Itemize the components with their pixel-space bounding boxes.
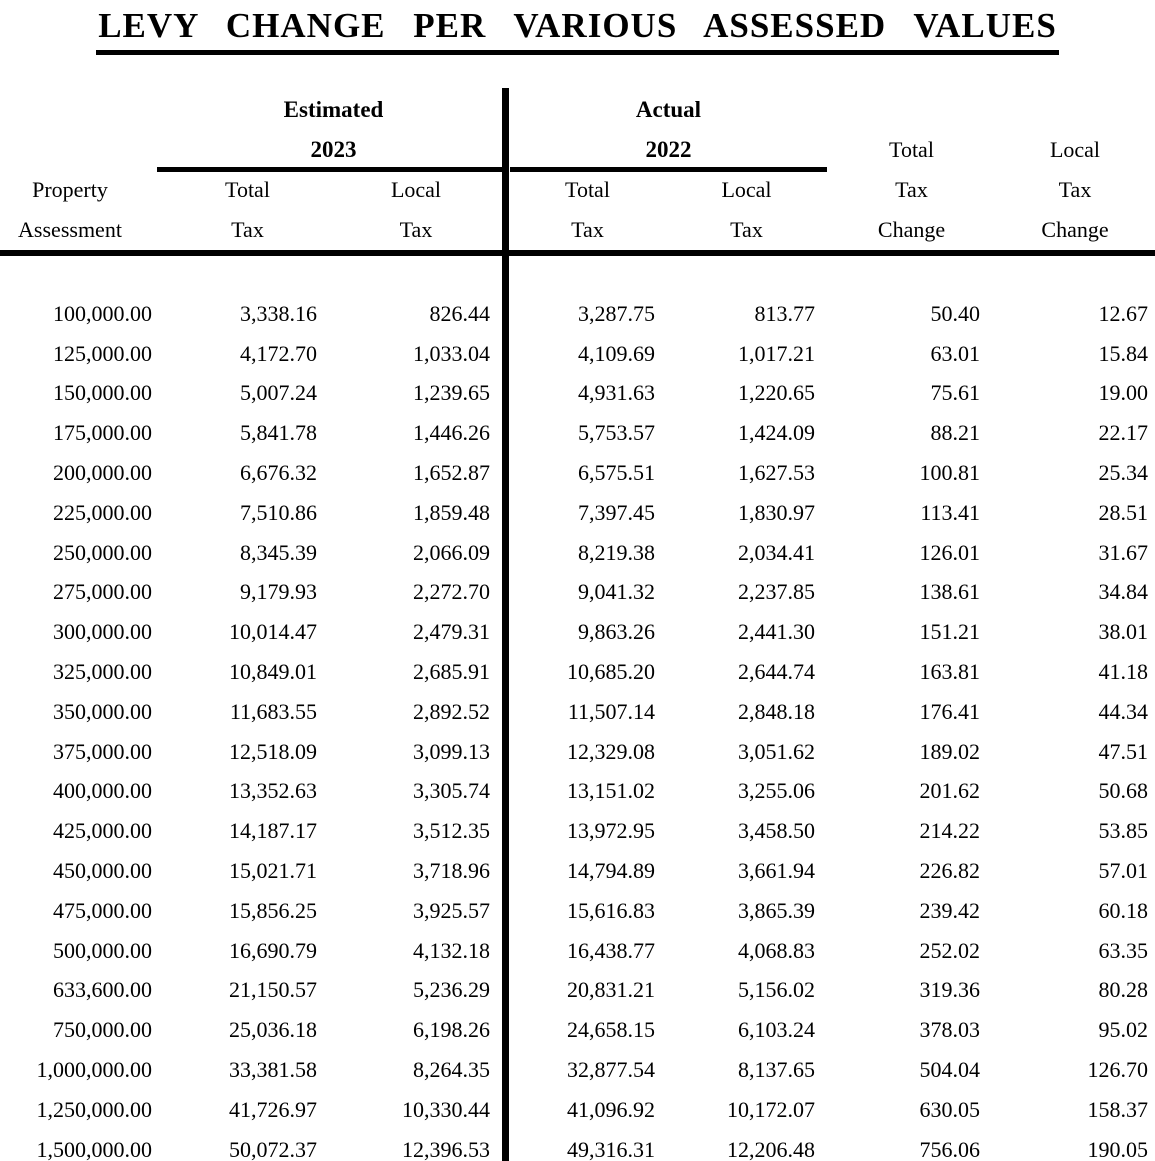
cell-total-tax-change: 151.21 — [919, 619, 980, 645]
cell-property-assessment: 275,000.00 — [53, 579, 152, 605]
cell-act-local-tax: 2,034.41 — [738, 539, 815, 565]
cell-act-local-tax: 2,644.74 — [738, 659, 815, 685]
cell-est-total-tax: 25,036.18 — [229, 1017, 317, 1043]
table-row — [0, 413, 1155, 453]
cell-property-assessment: 350,000.00 — [53, 698, 152, 724]
cell-local-tax-change: 47.51 — [1098, 738, 1148, 764]
cell-est-total-tax: 13,352.63 — [229, 778, 317, 804]
cell-total-tax-change: 226.82 — [919, 858, 980, 884]
cell-local-tax-change: 126.70 — [1087, 1057, 1148, 1083]
cell-est-total-tax: 10,849.01 — [229, 659, 317, 685]
table-body — [0, 256, 1155, 1161]
cell-act-total-tax: 8,219.38 — [578, 539, 655, 565]
actual-year: 2022 — [645, 137, 692, 162]
act-total-line1: Total — [565, 177, 610, 202]
table-row — [0, 1050, 1155, 1090]
cell-act-local-tax: 1,424.09 — [738, 420, 815, 446]
cell-act-local-tax: 8,137.65 — [738, 1057, 815, 1083]
table-row — [0, 891, 1155, 931]
cell-act-total-tax: 24,658.15 — [567, 1017, 655, 1043]
table-row — [0, 971, 1155, 1011]
cell-total-tax-change: 378.03 — [919, 1017, 980, 1043]
cell-local-tax-change: 95.02 — [1098, 1017, 1148, 1043]
cell-est-total-tax: 15,856.25 — [229, 897, 317, 923]
cell-total-tax-change: 630.05 — [919, 1096, 980, 1122]
table-row — [0, 533, 1155, 573]
cell-act-total-tax: 20,831.21 — [567, 977, 655, 1003]
cell-est-total-tax: 3,338.16 — [240, 300, 317, 326]
cell-local-tax-change: 41.18 — [1098, 659, 1148, 685]
cell-est-total-tax: 5,007.24 — [240, 380, 317, 406]
col-header-local-tax-change — [995, 130, 1155, 250]
cell-total-tax-change: 126.01 — [919, 539, 980, 565]
col-header-property-assessment — [0, 170, 140, 250]
cell-est-local-tax: 826.44 — [429, 300, 490, 326]
estimated-label: Estimated — [283, 97, 384, 122]
act-total-line2: Tax — [571, 217, 604, 242]
col-header-est-total-tax — [165, 170, 330, 250]
cell-act-total-tax: 13,151.02 — [567, 778, 655, 804]
cell-est-total-tax: 21,150.57 — [229, 977, 317, 1003]
total-change-line1: Total — [889, 137, 934, 162]
col-header-act-local-tax — [665, 170, 828, 250]
table-row — [0, 573, 1155, 613]
cell-act-local-tax: 3,051.62 — [738, 738, 815, 764]
cell-act-total-tax: 5,753.57 — [578, 420, 655, 446]
local-change-line1: Local — [1049, 137, 1101, 162]
title-wrap — [0, 6, 1155, 55]
cell-act-total-tax: 10,685.20 — [567, 659, 655, 685]
cell-property-assessment: 200,000.00 — [53, 460, 152, 486]
cell-act-total-tax: 4,109.69 — [578, 340, 655, 366]
local-change-line3: Change — [1041, 217, 1109, 242]
cell-act-local-tax: 2,848.18 — [738, 698, 815, 724]
cell-act-local-tax: 813.77 — [754, 300, 815, 326]
cell-act-total-tax: 12,329.08 — [567, 738, 655, 764]
cell-est-local-tax: 3,925.57 — [413, 897, 490, 923]
cell-est-local-tax: 2,066.09 — [413, 539, 490, 565]
cell-act-local-tax: 2,441.30 — [738, 619, 815, 645]
cell-act-total-tax: 32,877.54 — [567, 1057, 655, 1083]
cell-act-local-tax: 3,661.94 — [738, 858, 815, 884]
cell-local-tax-change: 53.85 — [1098, 818, 1148, 844]
cell-property-assessment: 175,000.00 — [53, 420, 152, 446]
act-local-line1: Local — [721, 177, 772, 202]
cell-local-tax-change: 63.35 — [1098, 937, 1148, 963]
table-row — [0, 374, 1155, 414]
cell-est-total-tax: 14,187.17 — [229, 818, 317, 844]
cell-est-total-tax: 11,683.55 — [229, 698, 317, 724]
cell-act-total-tax: 6,575.51 — [578, 460, 655, 486]
cell-act-total-tax: 49,316.31 — [567, 1136, 655, 1161]
cell-est-total-tax: 6,676.32 — [240, 460, 317, 486]
cell-property-assessment: 100,000.00 — [53, 300, 152, 326]
cell-property-assessment: 450,000.00 — [53, 858, 152, 884]
cell-total-tax-change: 50.40 — [930, 300, 980, 326]
cell-est-total-tax: 33,381.58 — [229, 1057, 317, 1083]
cell-property-assessment: 475,000.00 — [53, 897, 152, 923]
cell-est-total-tax: 9,179.93 — [240, 579, 317, 605]
cell-local-tax-change: 34.84 — [1098, 579, 1148, 605]
cell-est-local-tax: 2,892.52 — [413, 698, 490, 724]
table-row — [0, 334, 1155, 374]
cell-property-assessment: 250,000.00 — [53, 539, 152, 565]
cell-property-assessment: 300,000.00 — [53, 619, 152, 645]
cell-local-tax-change: 158.37 — [1087, 1096, 1148, 1122]
cell-est-local-tax: 1,239.65 — [413, 380, 490, 406]
cell-act-local-tax: 1,830.97 — [738, 499, 815, 525]
actual-label: Actual — [635, 97, 702, 122]
cell-est-total-tax: 16,690.79 — [229, 937, 317, 963]
cell-property-assessment: 1,000,000.00 — [36, 1057, 152, 1083]
cell-local-tax-change: 22.17 — [1098, 420, 1148, 446]
cell-property-assessment: 1,250,000.00 — [36, 1096, 152, 1122]
cell-est-total-tax: 15,021.71 — [229, 858, 317, 884]
cell-est-local-tax: 8,264.35 — [413, 1057, 490, 1083]
cell-act-local-tax: 1,627.53 — [738, 460, 815, 486]
cell-est-local-tax: 1,859.48 — [413, 499, 490, 525]
cell-property-assessment: 500,000.00 — [53, 937, 152, 963]
cell-est-local-tax: 1,446.26 — [413, 420, 490, 446]
table-row — [0, 811, 1155, 851]
property-line: Property — [32, 177, 108, 202]
cell-est-local-tax: 6,198.26 — [413, 1017, 490, 1043]
table-row — [0, 1130, 1155, 1161]
col-header-act-total-tax — [510, 170, 665, 250]
cell-property-assessment: 400,000.00 — [53, 778, 152, 804]
cell-act-total-tax: 16,438.77 — [567, 937, 655, 963]
cell-local-tax-change: 38.01 — [1098, 619, 1148, 645]
cell-total-tax-change: 504.04 — [919, 1057, 980, 1083]
cell-property-assessment: 633,600.00 — [53, 977, 152, 1003]
cell-local-tax-change: 12.67 — [1098, 300, 1148, 326]
table-row — [0, 652, 1155, 692]
cell-local-tax-change: 57.01 — [1098, 858, 1148, 884]
cell-total-tax-change: 756.06 — [919, 1136, 980, 1161]
table-row — [0, 612, 1155, 652]
cell-est-local-tax: 2,685.91 — [413, 659, 490, 685]
est-local-line2: Tax — [399, 217, 433, 242]
table-row — [0, 851, 1155, 891]
cell-act-total-tax: 14,794.89 — [567, 858, 655, 884]
cell-local-tax-change: 44.34 — [1098, 698, 1148, 724]
est-total-line1: Total — [225, 177, 270, 202]
page-title: LEVY CHANGE PER VARIOUS ASSESSED VALUES — [96, 6, 1059, 55]
cell-total-tax-change: 201.62 — [919, 778, 980, 804]
est-local-line1: Local — [390, 177, 442, 202]
cell-est-total-tax: 7,510.86 — [240, 499, 317, 525]
col-header-est-local-tax — [330, 170, 502, 250]
cell-act-local-tax: 12,206.48 — [727, 1136, 815, 1161]
cell-property-assessment: 125,000.00 — [53, 340, 152, 366]
table-row — [0, 493, 1155, 533]
cell-act-total-tax: 9,863.26 — [578, 619, 655, 645]
col-header-total-tax-change — [828, 130, 995, 250]
cell-act-local-tax: 1,220.65 — [738, 380, 815, 406]
cell-est-local-tax: 1,033.04 — [413, 340, 490, 366]
cell-est-local-tax: 3,305.74 — [413, 778, 490, 804]
total-change-line2: Tax — [895, 177, 928, 202]
cell-est-total-tax: 12,518.09 — [229, 738, 317, 764]
cell-total-tax-change: 100.81 — [919, 460, 980, 486]
cell-property-assessment: 750,000.00 — [53, 1017, 152, 1043]
cell-property-assessment: 225,000.00 — [53, 499, 152, 525]
cell-est-local-tax: 3,512.35 — [413, 818, 490, 844]
table-row — [0, 692, 1155, 732]
total-change-line3: Change — [877, 217, 946, 242]
cell-est-local-tax: 4,132.18 — [413, 937, 490, 963]
cell-act-local-tax: 3,865.39 — [738, 897, 815, 923]
cell-est-local-tax: 12,396.53 — [402, 1136, 490, 1161]
cell-est-total-tax: 4,172.70 — [240, 340, 317, 366]
cell-act-local-tax: 3,458.50 — [738, 818, 815, 844]
table-row — [0, 453, 1155, 493]
table-row — [0, 772, 1155, 812]
cell-total-tax-change: 189.02 — [919, 738, 980, 764]
cell-total-tax-change: 176.41 — [919, 698, 980, 724]
cell-act-total-tax: 11,507.14 — [567, 698, 655, 724]
cell-local-tax-change: 60.18 — [1098, 897, 1148, 923]
cell-est-local-tax: 1,652.87 — [413, 460, 490, 486]
cell-local-tax-change: 80.28 — [1098, 977, 1148, 1003]
cell-est-local-tax: 2,479.31 — [413, 619, 490, 645]
cell-est-total-tax: 10,014.47 — [229, 619, 317, 645]
cell-est-local-tax: 2,272.70 — [413, 579, 490, 605]
cell-total-tax-change: 239.42 — [919, 897, 980, 923]
estimated-year: 2023 — [310, 137, 357, 162]
cell-total-tax-change: 88.21 — [930, 420, 980, 446]
act-local-line2: Tax — [730, 217, 763, 242]
cell-act-total-tax: 3,287.75 — [578, 300, 655, 326]
cell-property-assessment: 375,000.00 — [53, 738, 152, 764]
cell-act-total-tax: 15,616.83 — [567, 897, 655, 923]
table-row — [0, 1090, 1155, 1130]
estimated-group-header — [165, 90, 502, 170]
assessment-line: Assessment — [18, 217, 122, 242]
est-total-line2: Tax — [231, 217, 264, 242]
cell-total-tax-change: 214.22 — [919, 818, 980, 844]
cell-act-total-tax: 13,972.95 — [567, 818, 655, 844]
cell-act-local-tax: 4,068.83 — [738, 937, 815, 963]
cell-local-tax-change: 50.68 — [1098, 778, 1148, 804]
cell-total-tax-change: 138.61 — [919, 579, 980, 605]
cell-est-total-tax: 5,841.78 — [240, 420, 317, 446]
cell-property-assessment: 150,000.00 — [53, 380, 152, 406]
cell-property-assessment: 325,000.00 — [53, 659, 152, 685]
cell-total-tax-change: 163.81 — [919, 659, 980, 685]
cell-total-tax-change: 252.02 — [919, 937, 980, 963]
cell-property-assessment: 425,000.00 — [53, 818, 152, 844]
cell-local-tax-change: 190.05 — [1087, 1136, 1148, 1161]
cell-act-total-tax: 41,096.92 — [567, 1096, 655, 1122]
cell-est-local-tax: 3,718.96 — [413, 858, 490, 884]
cell-local-tax-change: 25.34 — [1098, 460, 1148, 486]
cell-local-tax-change: 31.67 — [1098, 539, 1148, 565]
cell-act-local-tax: 6,103.24 — [738, 1017, 815, 1043]
cell-act-local-tax: 3,255.06 — [738, 778, 815, 804]
local-change-line2: Tax — [1058, 177, 1092, 202]
cell-total-tax-change: 63.01 — [930, 340, 980, 366]
cell-est-total-tax: 50,072.37 — [229, 1136, 317, 1161]
actual-group-header — [510, 90, 827, 170]
cell-property-assessment: 1,500,000.00 — [36, 1136, 152, 1161]
cell-est-local-tax: 3,099.13 — [413, 738, 490, 764]
cell-est-total-tax: 8,345.39 — [240, 539, 317, 565]
cell-total-tax-change: 113.41 — [920, 499, 980, 525]
cell-act-total-tax: 7,397.45 — [578, 499, 655, 525]
cell-act-local-tax: 5,156.02 — [738, 977, 815, 1003]
cell-local-tax-change: 28.51 — [1098, 499, 1148, 525]
table-row — [0, 931, 1155, 971]
cell-act-local-tax: 1,017.21 — [738, 340, 815, 366]
cell-total-tax-change: 319.36 — [919, 977, 980, 1003]
table-row — [0, 1010, 1155, 1050]
cell-est-total-tax: 41,726.97 — [229, 1096, 317, 1122]
table-row — [0, 294, 1155, 334]
cell-local-tax-change: 19.00 — [1098, 380, 1148, 406]
cell-act-total-tax: 4,931.63 — [578, 380, 655, 406]
cell-local-tax-change: 15.84 — [1098, 340, 1148, 366]
cell-total-tax-change: 75.61 — [930, 380, 980, 406]
table-row — [0, 732, 1155, 772]
cell-act-local-tax: 2,237.85 — [738, 579, 815, 605]
cell-est-local-tax: 5,236.29 — [413, 977, 490, 1003]
cell-act-local-tax: 10,172.07 — [727, 1096, 815, 1122]
cell-act-total-tax: 9,041.32 — [578, 579, 655, 605]
cell-est-local-tax: 10,330.44 — [402, 1096, 490, 1122]
